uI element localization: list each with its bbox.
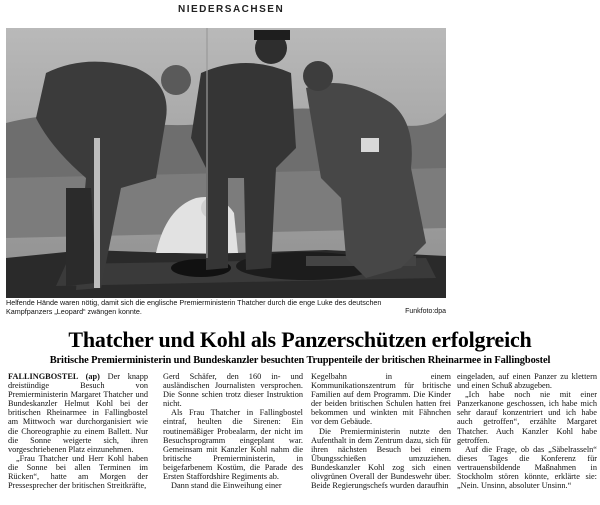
caption-line-2: Kampfpanzers „Leopard“ zwängen konnte. <box>6 307 142 316</box>
caption-line-1: Helfende Hände waren nötig, damit sich die englische Premierministerin Thatcher durch die enge Luke des deutschen <box>6 298 382 307</box>
article-column-3 <box>311 372 451 504</box>
paragraph-text: Der knapp dreistündige Besuch von Premierministerin Margaret Thatcher und Bundeskanzler Helmut Kohl bei der britischen Rheinarmee in Fallingbostel am Mittwoch war durchorganisiert wie die Choreographie zu einem Ballett. Nur die Sonne weigerte sich, ihren vorgeschriebenen Platz einzunehmen. <box>8 372 148 454</box>
photo-credit: Funkfoto:dpa <box>405 308 446 315</box>
article-paragraph: Auf die Frage, ob das „Säbelrasseln“ dieses Tages die Konferenz für vertrauensbildende Maßnahmen in Stockholm stören könnte, erklärte sie: „Nein. Unsinn, absoluter Unsinn.“ <box>457 444 597 491</box>
section-header: NIEDERSACHSEN <box>178 4 285 15</box>
article-paragraph: Die Premierministerin nutzte den Aufenthalt in dem Zentrum dazu, sich für ihren nächsten Besuch bei einem Übungsschießen umzuziehen. Bundeskanzler Kohl zog sich einen olivgrünen Overall der Bundeswehr über. Beide Regierungschefs wurden daraufhin <box>311 426 451 491</box>
headline: Thatcher und Kohl als Panzerschützen erfolgreich <box>68 327 532 352</box>
subheadline: Britische Premierministerin und Bundeskanzler besuchten Truppenteile der britischen Rheinarmee in Fallingbostel <box>49 355 551 366</box>
article-paragraph: Dann stand die Einweihung einer <box>171 481 282 491</box>
article-paragraph: Als Frau Thatcher in Fallingbostel eintraf, heulten die Sirenen: Ein routinemäßiger Probealarm, der nicht im Besuchsprogramm eingeplant war. Gemeinsam mit Kanzler Kohl nahm die britische Premierministerin, in beigefarbenem Kostüm, die Parade des Ersten Staffordshire Regiments ab. <box>163 408 303 482</box>
article-paragraph: eingeladen, auf einen Panzer zu klettern und einen Schuß abzugeben. <box>457 372 597 391</box>
article-paragraph: „Frau Thatcher und Herr Kohl haben die Sonne bei allen Terminen im Rücken“, hatte am Morgen der Pressesprecher der britischen Streitkräfte, <box>8 453 148 491</box>
dateline: FALLINGBOSTEL (ap) <box>8 372 100 381</box>
article-paragraph: Gerd Schäfer, den 160 in- und ausländischen Journalisten versprochen. Die Sonne schien trotz dieser Instruktion nicht. <box>163 372 303 409</box>
article-column-4 <box>457 372 597 504</box>
article-paragraph: Kegelbahn in einem Kommunikationszentrum für britische Familien auf dem Programm. Die Kinder der beiden britischen Schulen hatten frei bekommen und winkten mit Fähnchen vor dem Gebäude. <box>311 372 451 427</box>
photo-caption <box>6 298 446 316</box>
news-photo <box>6 28 446 298</box>
article-column-2 <box>163 372 303 504</box>
article-paragraph: „Ich habe noch nie mit einer Panzerkanone geschossen, ich habe mich sehr darauf konzentriert und ich habe auch getroffen“, erzählte Margaret Thatcher. Auch Kanzler Kohl habe getroffen. <box>457 390 597 445</box>
article-paragraph <box>8 372 148 454</box>
article-column-1 <box>8 372 148 504</box>
